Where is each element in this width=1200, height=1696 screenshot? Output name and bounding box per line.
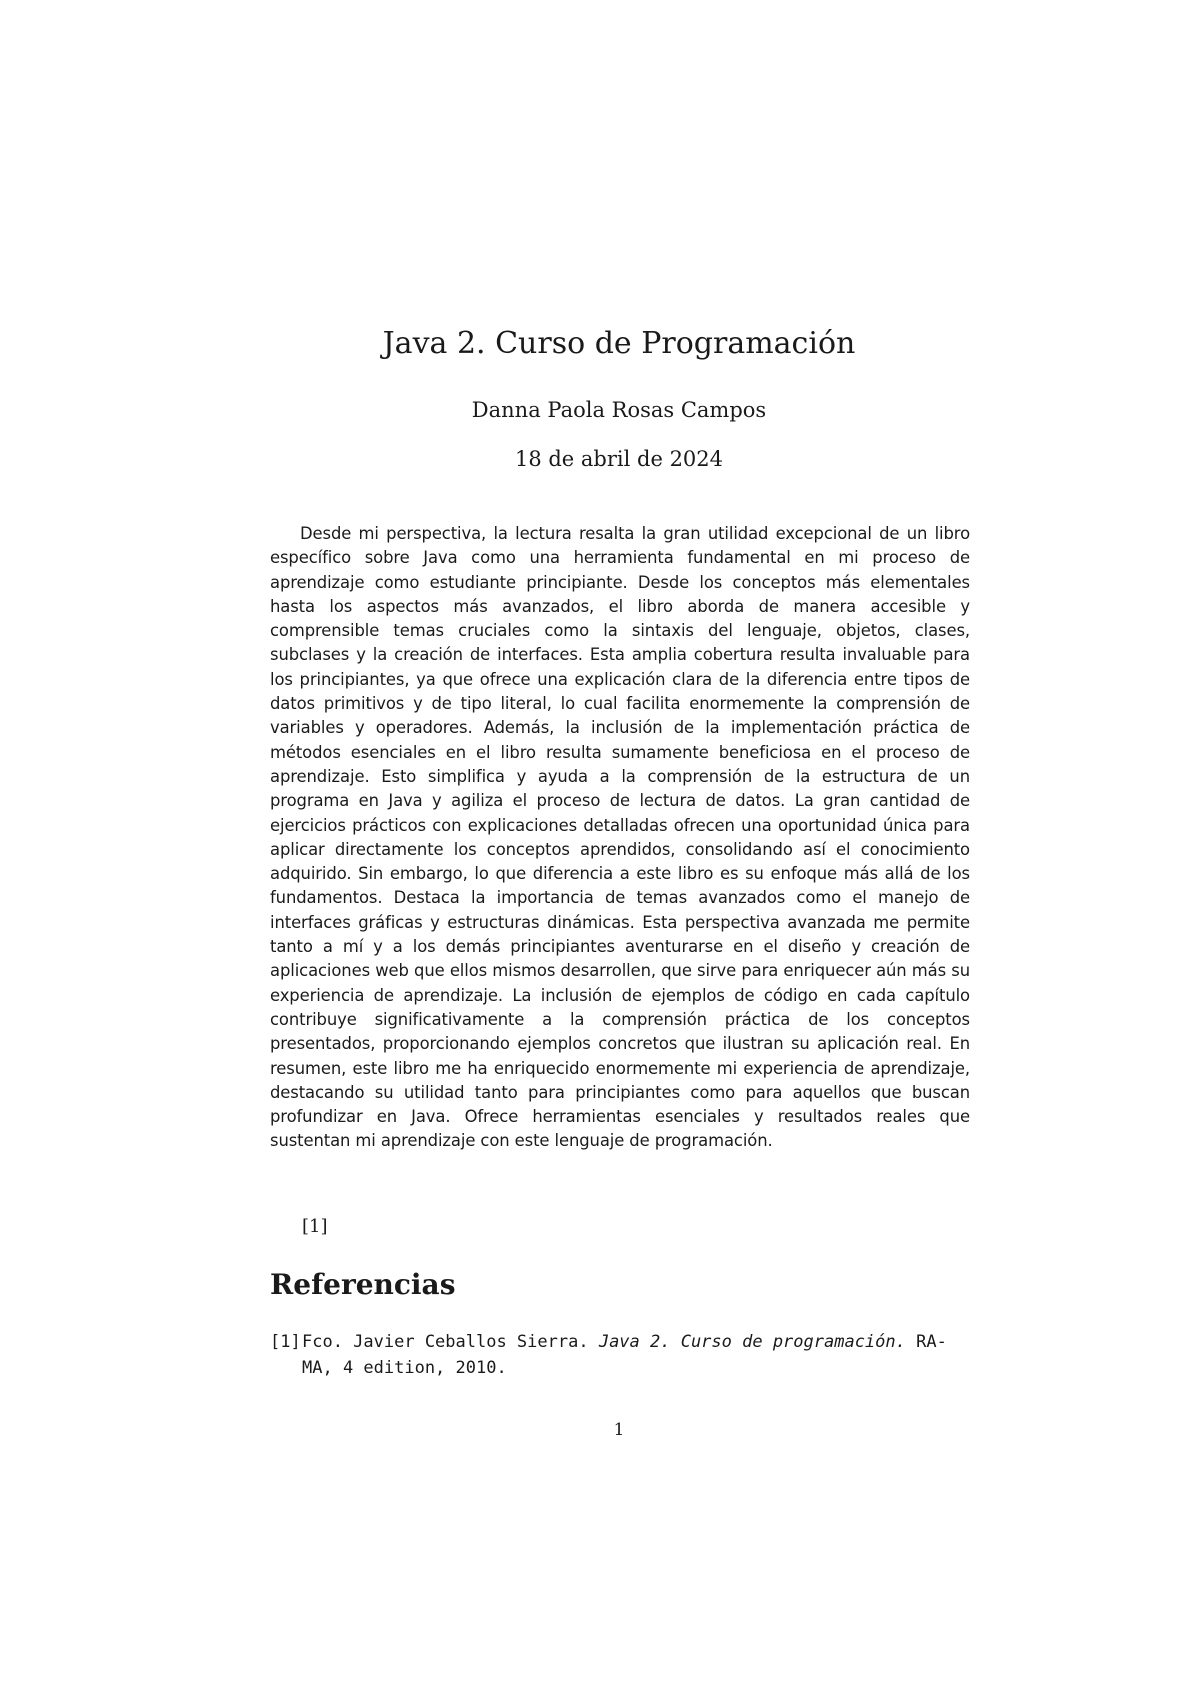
page-number: 1: [613, 1420, 625, 1440]
reference-author: Fco. Javier Ceballos Sierra.: [302, 1332, 589, 1352]
references-heading: Referencias: [270, 1268, 456, 1301]
reference-title: Java 2. Curso de programación.: [598, 1332, 906, 1352]
document-author: Danna Paola Rosas Campos: [471, 398, 767, 422]
reference-body: [302, 1329, 970, 1381]
reference-item: [270, 1329, 970, 1381]
reference-label: [1]: [270, 1332, 301, 1352]
document-title: Java 2. Curso de Programación: [382, 326, 856, 361]
document-date: 18 de abril de 2024: [514, 447, 724, 471]
body-paragraph: Desde mi perspectiva, la lectura resalta la gran utilidad excepcional de un libro específico sobre Java como una herramienta fundamental en mi proceso de aprendizaje como estudiante principiante. Desde los conceptos más elementales hasta los aspectos más avanzados, el libro aborda de manera accesible y comprensible temas cruciales como la sintaxis del lenguaje, objetos, clases, subclases y la creación de interfaces. Esta amplia cobertura resulta invaluable para los principiantes, ya que ofrece una explicación clara de la diferencia entre tipos de datos primitivos y de tipo literal, lo cual facilita enormemente la comprensión de variables y operadores. Además, la inclusión de la implementación práctica de métodos esenciales en el libro resulta sumamente beneficiosa en el proceso de aprendizaje. Esto simplifica y ayuda a la comprensión de la estructura de un programa en Java y agiliza el proceso de lectura de datos. La gran cantidad de ejercicios prácticos con explicaciones detalladas ofrecen una oportunidad única para aplicar directamente los conceptos aprendidos, consolidando así el conocimiento adquirido. Sin embargo, lo que diferencia a este libro es su enfoque más allá de los fundamentos. Destaca la importancia de temas avanzados como el manejo de interfaces gráficas y estructuras dinámicas. Esta perspectiva avanzada me permite tanto a mí y a los demás principiantes aventurarse en el diseño y creación de aplicaciones web que ellos mismos desarrollen, que sirve para enriquecer aún más su experiencia de aprendizaje. La inclusión de ejemplos de código en cada capítulo contribuye significativamente a la comprensión práctica de los conceptos presentados, proporcionando ejemplos concretos que ilustran su aplicación real. En resumen, este libro me ha enriquecido enormemente mi experiencia de aprendizaje, destacando su utilidad tanto para principiantes como para aquellos que buscan profundizar en Java. Ofrece herramientas esenciales y resultados reales que sustentan mi aprendizaje con este lenguaje de programación.: [270, 524, 970, 1151]
citation-link[interactable]: [1]: [302, 1216, 328, 1237]
reference-details: RA-MA, 4 edition, 2010.: [302, 1332, 947, 1378]
